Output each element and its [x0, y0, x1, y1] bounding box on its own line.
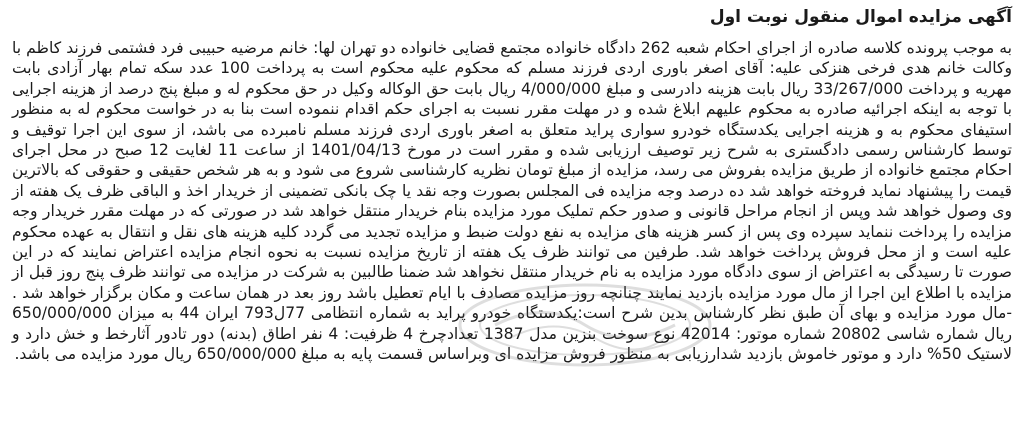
notice-title: آگهی مزایده اموال منقول نوبت اول [709, 7, 1012, 27]
notice-body: به موجب پرونده کلاسه صادره از اجرای احکام شعبه 262 دادگاه خانواده مجتمع قضایی خانواده دو تهران لها: خانم مرضیه حبیبی فرد فشتمی فرزند کاظم با وکالت خانم هدی فرخی هنزکی علیه: آقای اصغر باوری اردی فرزند مسلم که محکوم علیه محکوم است به پرداخت 100 عدد سکه تمام بهار آزادی بابت مهریه و پرداخت 33/267/000 ریال بابت هزینه دادرسی و مبلغ 4/000/000 ریال بابت حق الوکاله وکیل در حق محکوم له و مبلغ پنج درصد از هزینه اجرایی با توجه به اینکه اجرائیه صادره به محکوم علیهم ابلاغ شده و در مهلت مقرر نسبت به اجرای حکم اقدام ننموده است بنا به در خواست محکوم له به منظور استیفای محکوم به و هزینه اجرایی یکدستگاه خودرو سواری پراید متعلق به اصغر باوری اردی فرزند مسلم نامبرده می باشد، از سوی این اجرا توقیف و توسط کارشناس رسمی دادگستری به شرح زیر توصیف ارزیابی شده و مقرر است در مورخ 1401/04/13 از ساعت 11 لغایت 12 صبح در محل اجرای احکام مجتمع خانواده از طریق مزایده بفروش می رسد، مزایده از مبلغ تومان نظریه کارشناسی شروع می شود و به هر شخص حقیقی و حقوقی که بالاترین قیمت را پیشنهاد نماید فروخته خواهد شد ده درصد وجه مزایده فی المجلس بصورت وجه نقد یا چک بانکی تضمینی از خریدار اخذ و الباقی ظرف یک هفته از وی وصول خواهد شد وپس از انجام مراحل قانونی و صدور حکم تملیک مورد مزایده بنام خریدار منتقل خواهد شد در صورتی که در مهلت مقرر خریدار وجه مزایده را پرداخت ننماید سپرده وی پس از کسر هزینه های مزایده به نفع دولت ضبط و مزایده تجدید می گردد کلیه هزینه های نقل و انتقال به عهده محکوم علیه است و از محل فروش پرداخت خواهد شد. طرفین می توانند ظرف یک هفته از تاریخ مزایده نسبت به نحوه انجام مزایده اعتراض نمایند که در این صورت تا رسیدگی به اعتراض از سوی دادگاه مورد مزایده به نام خریدار منتقل نخواهد شد ضمنا طالبین به شرکت در مزایده می توانند ظرف پنج روز قبل از مزایده با اطلاع این اجرا از مال مورد مزایده بازدید نمایند چنانچه روز مزایده مصادف با ایام تعطیل باشد روز بعد در همان ساعت و مکان برگزار خواهد شد . -مال مورد مزایده و بهای آن طبق نظر کارشناس بدین شرح است:یکدستگاه خودرو پراید به شماره انتظامی 77ل793 ایران 44 به میزان 650/000/000 ریال شماره شاسی 20802 شماره موتور: 42014 نوع سوخت بنزین مدل 1387 تعدادچرخ 4 ظرفیت: 4 نفر اطاق (بدنه) دور تادور آثارخط و خش دارد و لاستیک 50% دارد و موتور خاموش بازدید شدارزیابی به منظور فروش مزایده ای وبراساس قسمت پایه به مبلغ 650/000/000 ریال مورد مزایده می باشد. [12, 39, 1013, 364]
